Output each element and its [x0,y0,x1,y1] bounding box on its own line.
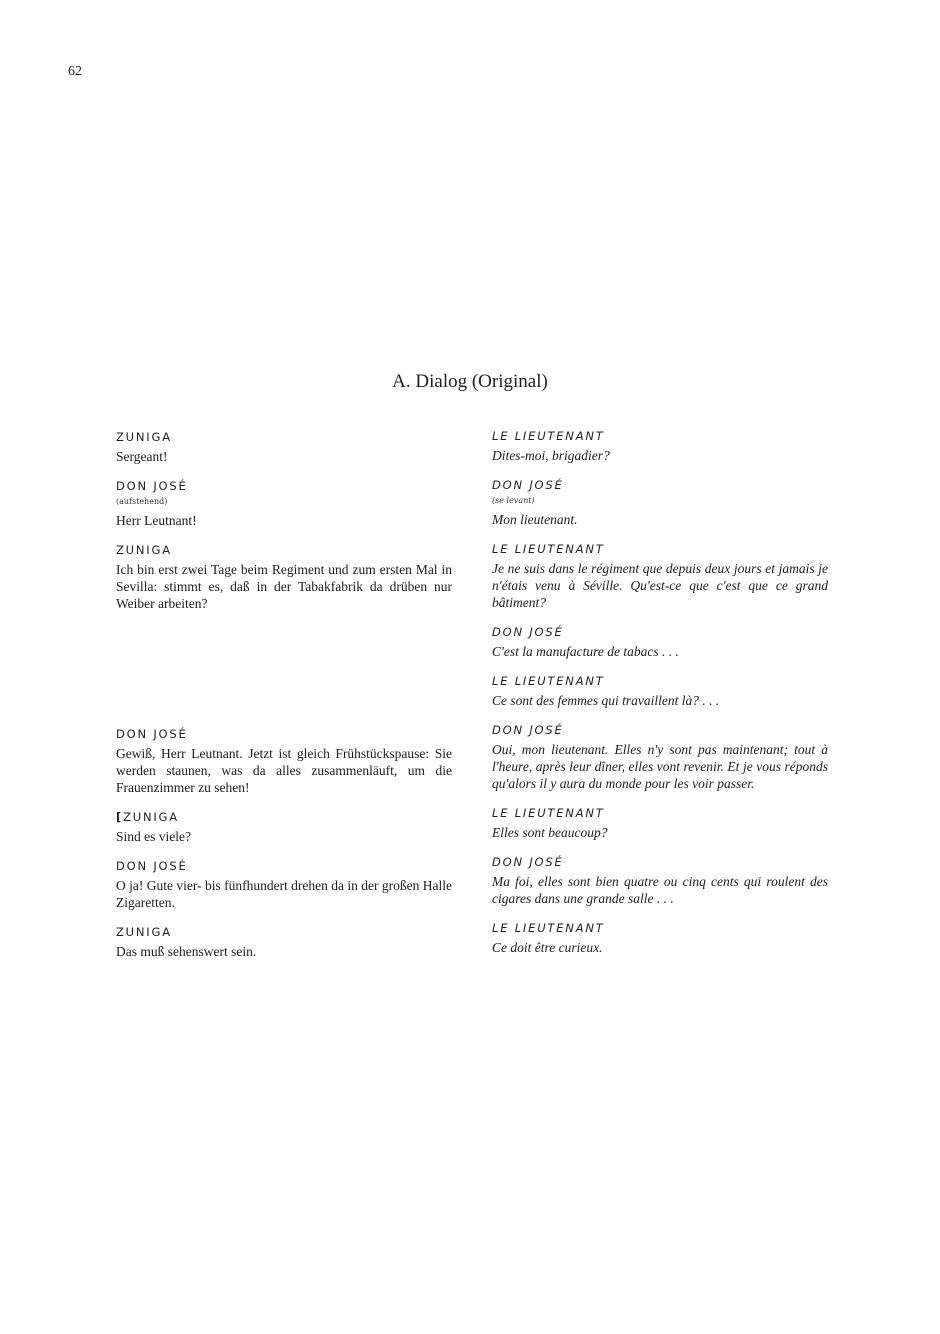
dialog-entry-fr [492,921,828,956]
dialog-line: C'est la manufacture de tabacs . . . [492,644,679,659]
speaker-name [116,810,452,825]
speaker-name: LE LIEUTENANT [492,674,605,688]
dialog-line: Dites-moi, brigadier? [492,448,610,463]
speaker-name: DON JOSÉ [492,723,564,737]
section-title: A. Dialog (Original) [392,371,548,392]
dialog-line: O ja! Gute vier- bis fünfhundert drehen da in der großen Halle Zigaretten. [116,878,452,910]
dialog-entry-fr [492,855,828,907]
stage-direction: (se levant) [492,496,535,505]
dialog-entry-de [116,859,452,911]
dialog-line: Elles sont beaucoup? [492,825,608,840]
dialog-line: Sind es viele? [116,829,191,844]
speaker-name: LE LIEUTENANT [492,921,605,935]
speaker-name: ZUNIGA [116,430,172,444]
dialog-line: Ma foi, elles sont bien quatre ou cinq cents qui roulent des cigares dans une grande salle . . . [492,874,828,906]
speaker-name: DON JOSÉ [492,478,564,492]
speaker-name: DON JOSÉ [116,479,188,493]
dialog-line: Ich bin erst zwei Tage beim Regiment und zum ersten Mal in Sevilla: stimmt es, daß in der Tabakfabrik da drüben nur Weiber arbeiten? [116,562,452,611]
speaker-name: LE LIEUTENANT [492,542,605,556]
dialog-line: Sergeant! [116,449,168,464]
dialog-entry-fr [492,478,828,528]
dialog-entry-fr [492,625,828,660]
dialog-line: Herr Leutnant! [116,513,197,528]
dialog-line: Das muß sehenswert sein. [116,944,257,959]
dialog-line: Je ne suis dans le régiment que depuis deux jours et jamais je n'étais venu à Séville. Qu'est-ce que c'est que ce grand bâtiment? [492,561,828,610]
dialog-entry-fr [492,674,828,709]
speaker-name: LE LIEUTENANT [492,806,605,820]
stage-direction: (aufstehend) [116,497,168,506]
dialog-entry-de [116,925,452,960]
dialog-entry-de [116,479,452,529]
dialog-entry-de [116,430,452,465]
dialog-entry-fr [492,723,828,792]
page-number: 62 [68,64,82,79]
speaker-name: LE LIEUTENANT [492,429,605,443]
speaker-name: DON JOSÉ [116,727,188,741]
speaker-name: DON JOSÉ [116,859,188,873]
speaker-name: ZUNIGA [116,543,172,557]
dialog-entry-de [116,810,452,845]
margin-bracket: [ [116,810,124,824]
dialog-line: Mon lieutenant. [492,512,578,527]
speaker-name: DON JOSÉ [492,855,564,869]
dialog-entry-fr [492,429,828,464]
dialog-line: Ce sont des femmes qui travaillent là? . . . [492,693,720,708]
dialog-entry-fr [492,806,828,841]
dialog-line: Ce doit être curieux. [492,940,603,955]
dialog-line: Gewiß, Herr Leutnant. Jetzt ist gleich Frühstückspause: Sie werden staunen, was da alles zusammenläuft, um die Frauenzimmer zu sehen! [116,746,452,795]
dialog-line: Oui, mon lieutenant. Elles n'y sont pas maintenant; tout à l'heure, après leur dîner, elles vont revenir. Et je vous réponds qu'alors il y aura du monde pour les voir passer. [492,742,828,791]
dialog-entry-fr [492,542,828,611]
speaker-name: DON JOSÉ [492,625,564,639]
speaker-name-text: ZUNIGA [123,810,179,824]
speaker-name: ZUNIGA [116,925,172,939]
dialog-entry-de [116,543,452,612]
dialog-entry-de [116,727,452,796]
